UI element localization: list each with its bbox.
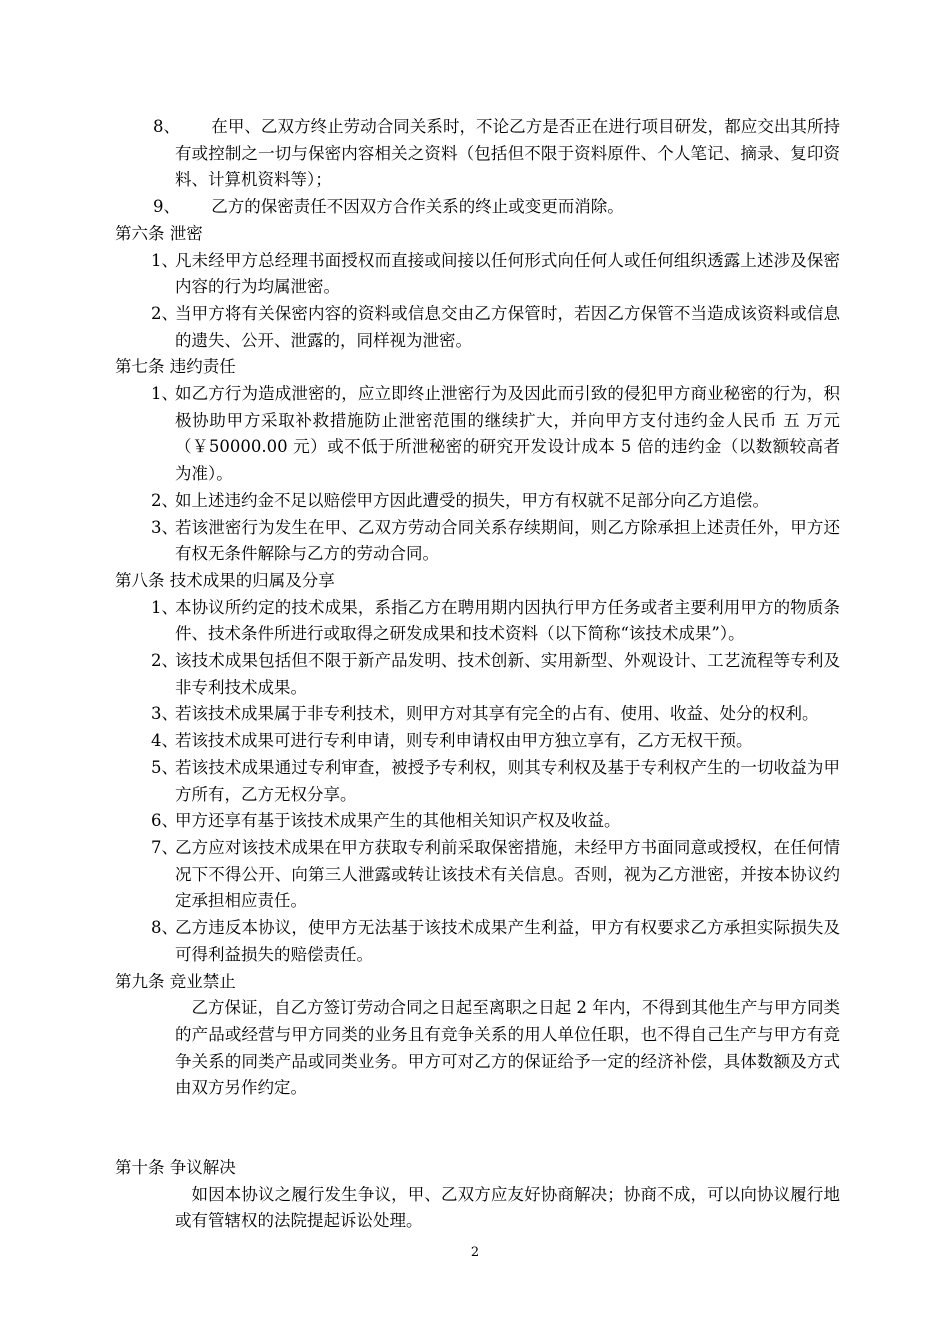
clause-text: 若该技术成果通过专利审查，被授予专利权，则其专利权及基于专利权产生的一切收益为甲方所有，乙方无权分享。 <box>175 757 840 804</box>
clause-text: 如上述违约金不足以赔偿甲方因此遭受的损失，甲方有权就不足部分向乙方追偿。 <box>175 490 769 510</box>
clause-text: 该技术成果包括但不限于新产品发明、技术创新、实用新型、外观设计、工艺流程等专利及非专利技术成果。 <box>175 651 840 697</box>
section-heading: 第六条 泄密 <box>115 223 203 243</box>
clause-text: 乙方应对该技术成果在甲方获取专利前采取保密措施，未经甲方书面同意或授权，在任何情况下不得公开、向第三人泄露或转让该技术有关信息。否则，视为乙方泄密，并按本协议约定承担相应责任。 <box>175 837 840 911</box>
clause-text: 当甲方将有关保密内容的资料或信息交由乙方保管时，若因乙方保管不当造成该资料或信息的遗失、公开、泄露的，同样视为泄密。 <box>175 303 840 350</box>
clause-text: 乙方违反本协议，使甲方无法基于该技术成果产生利益，甲方有权要求乙方承担实际损失及可得利益损失的赔偿责任。 <box>175 918 840 964</box>
spacer <box>115 1102 840 1155</box>
clause-item <box>115 194 840 221</box>
clause-number: 2、 <box>151 651 178 671</box>
page-number: 2 <box>470 1245 480 1260</box>
clause-item <box>115 728 840 755</box>
clause-item <box>115 835 840 915</box>
clause-number: 9、 <box>153 197 180 217</box>
clause-number: 7、 <box>151 837 178 857</box>
clause-text: 乙方的保密责任不因双方合作关系的终止或变更而消除。 <box>211 197 624 217</box>
clause-item <box>115 648 840 701</box>
clause-item <box>115 248 840 301</box>
section-heading: 第九条 竞业禁止 <box>115 971 236 991</box>
section-heading: 第八条 技术成果的归属及分享 <box>115 570 335 590</box>
section-heading: 第十条 争议解决 <box>115 1158 236 1178</box>
clause-number: 5、 <box>151 757 178 777</box>
clause-item <box>115 301 840 354</box>
clause-paragraph: 乙方保证，自乙方签订劳动合同之日起至离职之日起 2 年内，不得到其他生产与甲方同类的产品或经营与甲方同类的业务且有竞争关系的用人单位任职，也不得自己生产与甲方有竞争关系的同类产品或同类业务。甲方可对乙方的保证给予一定的经济补偿，具体数额及方式由双方另作约定。 <box>175 998 840 1098</box>
clause-text: 如乙方行为造成泄密的，应立即终止泄密行为及因此而引致的侵犯甲方商业秘密的行为，积极协助甲方采取补救措施防止泄密范围的继续扩大，并向甲方支付违约金人民币 五 万元（￥50000.00 元）或不低于所泄秘密的研究开发设计成本 5 倍的违约金（以数额较高者为准）。 <box>175 384 840 484</box>
clause-text: 甲方还享有基于该技术成果产生的其他相关知识产权及收益。 <box>175 811 621 831</box>
section-heading: 第七条 违约责任 <box>115 357 236 377</box>
clause-item <box>115 915 840 968</box>
document-body <box>115 114 840 1235</box>
clause-number: 6、 <box>151 811 178 831</box>
clause-number: 1、 <box>151 250 178 270</box>
clause-text: 若该技术成果可进行专利申请，则专利申请权由甲方独立享有，乙方无权干预。 <box>175 731 753 751</box>
clause-item <box>115 595 840 648</box>
clause-item <box>115 515 840 568</box>
clause-item <box>115 701 840 728</box>
clause-item <box>115 114 840 194</box>
clause-number: 3、 <box>151 517 178 537</box>
clause-number: 4、 <box>151 731 178 751</box>
clause-text: 若该泄密行为发生在甲、乙双方劳动合同关系存续期间，则乙方除承担上述责任外，甲方还有权无条件解除与乙方的劳动合同。 <box>175 517 840 564</box>
clause-paragraph: 如因本协议之履行发生争议，甲、乙双方应友好协商解决；协商不成，可以向协议履行地或有管辖权的法院提起诉讼处理。 <box>175 1184 840 1231</box>
clause-number: 1、 <box>151 384 178 404</box>
clause-item <box>115 755 840 808</box>
clause-text: 凡未经甲方总经理书面授权而直接或间接以任何形式向任何人或任何组织透露上述涉及保密内容的行为均属泄密。 <box>175 250 840 297</box>
clause-item <box>115 808 840 835</box>
clause-number: 2、 <box>151 303 178 323</box>
clause-text: 若该技术成果属于非专利技术，则甲方对其享有完全的占有、使用、收益、处分的权利。 <box>175 704 819 724</box>
clause-number: 2、 <box>151 490 178 510</box>
clause-text: 本协议所约定的技术成果，系指乙方在聘用期内因执行甲方任务或者主要利用甲方的物质条件、技术条件所进行或取得之研发成果和技术资料（以下简称“该技术成果”）。 <box>175 597 840 644</box>
clause-text: 在甲、乙双方终止劳动合同关系时，不论乙方是否正在进行项目研发，都应交出其所持有或控制之一切与保密内容相关之资料（包括但不限于资料原件、个人笔记、摘录、复印资料、计算机资料等）； <box>175 117 840 190</box>
clause-number: 3、 <box>151 704 178 724</box>
clause-number: 8、 <box>151 918 178 938</box>
clause-number: 1、 <box>151 597 178 617</box>
clause-number: 8、 <box>153 117 180 136</box>
clause-item <box>115 381 840 488</box>
clause-item <box>115 488 840 515</box>
